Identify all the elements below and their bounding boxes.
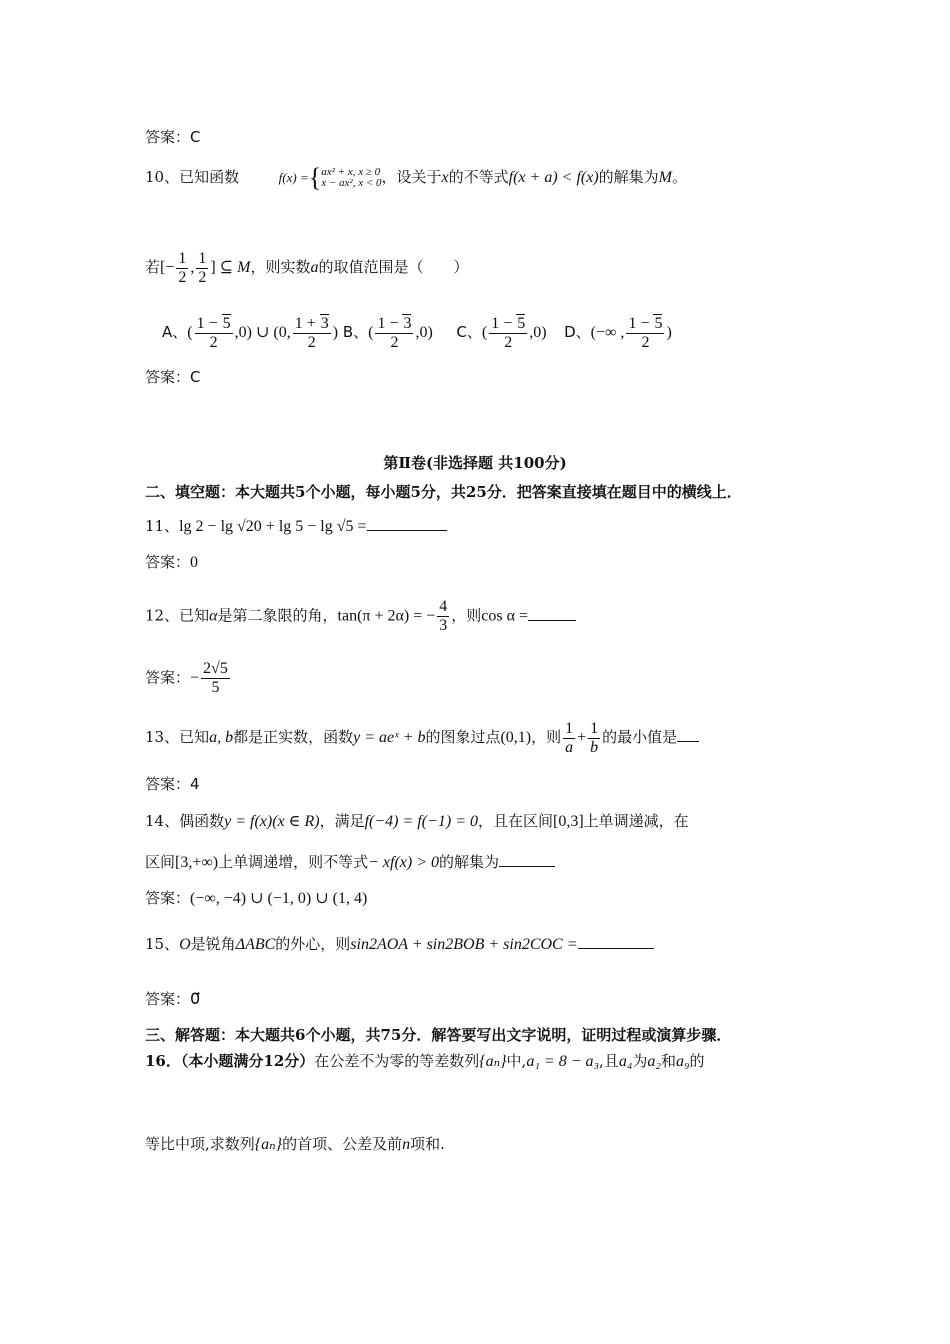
q13-line (145, 720, 699, 757)
q12-answer-line (145, 660, 232, 697)
q15-text1: 是锐角 (190, 935, 236, 953)
q11-line (145, 515, 447, 538)
option-a-label: A、 (162, 323, 188, 342)
q10-text5: 。 (672, 168, 688, 186)
q14-text6: 上单调递增，则不等式 (218, 853, 369, 871)
q16-line1 (145, 1050, 705, 1073)
answer-label: 答案： (145, 128, 191, 146)
option-d-label: D、 (564, 323, 591, 342)
q13-text1: 已知 (179, 728, 210, 747)
option-c-label: C、 (456, 323, 482, 342)
q10-var-x: x (441, 169, 449, 186)
q13-number: 13、 (145, 728, 180, 747)
option-a-value: ( $\frac{1 - 5}{2}$ ,0) ∪ (0, $\frac{1 + 3}{2}$ ) (187, 315, 339, 351)
q16-line2-3: 项和. (410, 1135, 445, 1153)
q13-answer-line (145, 773, 200, 795)
q13-answer: 4 (190, 775, 200, 793)
q10-text1: 已知函数 (179, 168, 240, 186)
section2-header: 二、填空题：本大题共5个小题，每小题5分，共25分．把答案直接填在题目中的横线上． (145, 483, 742, 501)
q13-text4: ，则 (531, 728, 562, 747)
q10-brace: { (308, 163, 322, 192)
q13-blank[interactable] (677, 727, 699, 742)
q12-line (145, 598, 576, 635)
q14-ineq: − xf(x) > 0 (368, 854, 440, 871)
q13-vars: a, b (209, 729, 234, 747)
q16-text6: 的 (689, 1052, 705, 1070)
q12-frac-num: 4 (439, 598, 448, 615)
q10-var-a: a (310, 259, 319, 277)
q16-cond: a₁ = 8 − a₃ (526, 1053, 600, 1070)
q10-piece2: x − ax², x < 0 (321, 177, 382, 189)
q9-answer-line (145, 126, 201, 148)
q14-text7: 的解集为 (439, 853, 500, 871)
q12-text2: 是第二象限的角， (217, 606, 338, 625)
q10-fx: f(x) = (278, 170, 309, 185)
q16-a2: a₂ (647, 1053, 661, 1070)
q10-line2-post: ，则实数 (250, 258, 311, 277)
option-b-value: ( $\frac{1 - 3}{2}$ ,0) (368, 315, 433, 351)
q14-line2 (145, 851, 555, 874)
q14-number: 14、 (145, 812, 180, 830)
q16-text5: 和 (660, 1052, 676, 1070)
q12-fraction (437, 598, 449, 635)
option-c-value: ( $\frac{1 - 5}{2}$ ,0) (481, 315, 547, 351)
q15-point: O (179, 936, 191, 953)
q16-line2-2: 的首项、公差及前 (282, 1135, 403, 1153)
part2-title: 第Ⅱ卷(非选择题 共100分) (383, 454, 567, 472)
q12-answer-prefix: − (190, 669, 200, 687)
q10-line2-pre: 若 (145, 258, 161, 277)
section3-header: 三、解答题：本大题共6个小题，共75分．解答要写出文字说明，证明过程或演算步骤． (145, 1026, 732, 1044)
q14-cond: f(−4) = f(−1) = 0 (364, 813, 478, 830)
q10-line1 (145, 163, 688, 192)
q12-target: cos α = (481, 607, 529, 625)
q10-line2 (145, 250, 468, 287)
q10-inequality: f(x + a) < f(x) (508, 169, 599, 186)
q12-text3: ，则 (451, 606, 482, 625)
answer-label: 答案： (145, 368, 191, 386)
q14-func: y = f(x)(x ∈ R) (224, 813, 320, 830)
q14-answer: (−∞, −4) ∪ (−1, 0) ∪ (1, 4) (190, 890, 368, 907)
q13-text3: 的图象过点 (425, 728, 501, 747)
q10-answer-line (145, 366, 201, 388)
q12-text1: 已知 (179, 606, 210, 625)
q11-blank[interactable] (367, 516, 447, 531)
q12-number: 12、 (145, 606, 180, 625)
answer-label: 答案： (145, 553, 191, 571)
q10-options (162, 315, 672, 352)
q15-text2: 的外心，则 (275, 935, 351, 953)
q15-number: 15、 (145, 935, 180, 953)
answer-label: 答案： (145, 775, 191, 793)
q14-text2: ，满足 (319, 812, 365, 830)
q10-text3: 的不等式 (448, 168, 509, 186)
q9-answer: C (190, 128, 201, 146)
q15-answer-line (145, 988, 200, 1011)
q11-answer: 0 (190, 554, 199, 571)
q15-blank[interactable] (578, 934, 654, 949)
q10-answer: C (190, 368, 201, 386)
q15-answer: 0⃗ (190, 991, 201, 1008)
q13-text2: 都是正实数，函数 (233, 728, 354, 747)
q11-expr: lg 2 − lg √20 + lg 5 − lg √5 = (179, 518, 367, 535)
q16-a4: a₄ (618, 1053, 633, 1070)
q11-answer-line (145, 551, 198, 574)
q12-answer-fraction (201, 660, 230, 697)
q14-text5: 区间 (145, 853, 176, 871)
answer-label: 答案： (145, 668, 191, 687)
q13-point: (0,1) (500, 729, 532, 747)
q10-line2-end: 的取值范围是（ ） (318, 258, 469, 277)
q14-blank[interactable] (499, 852, 555, 867)
q16-a9: a₉ (675, 1053, 690, 1070)
q12-frac-den: 3 (439, 617, 448, 634)
q13-text5: 的最小值是 (602, 728, 678, 747)
q15-line (145, 933, 654, 956)
q10-text2: ，设关于 (381, 168, 442, 186)
q15-triangle: ΔABC (235, 936, 276, 953)
q14-line1 (145, 810, 689, 833)
q16-text2: 中, (506, 1052, 527, 1070)
q16-text4: 为 (632, 1052, 648, 1070)
q10-piece1: ax² + x, x ≥ 0 (321, 166, 381, 178)
option-d-value: (−∞ , $\frac{1 - 5}{2}$ ) (590, 315, 672, 351)
q16-line2 (145, 1133, 445, 1156)
answer-label: 答案： (145, 889, 191, 907)
q14-text3: ，且在区间 (478, 812, 554, 830)
q12-expr: tan(π + 2α) = − (337, 607, 436, 625)
q12-answer-den: 5 (211, 679, 220, 696)
q10-text4: 的解集为 (598, 168, 659, 186)
option-b-label: B、 (342, 323, 369, 342)
q16-line2-1: 等比中项,求数列 (145, 1135, 255, 1153)
q14-interval2: [3,+∞) (175, 854, 219, 871)
q16-number: 16． (145, 1052, 181, 1070)
q16-seq: {aₙ} (479, 1053, 507, 1070)
q12-blank[interactable] (528, 606, 576, 621)
q16-text1: 在公差不为零的等差数列 (314, 1052, 480, 1070)
q14-interval1: [0,3] (553, 813, 584, 830)
q14-text4: 上单调递减，在 (583, 812, 689, 830)
q16-n: n (402, 1136, 411, 1153)
q10-set-M: M (658, 169, 672, 186)
q15-expr: sin2AOA + sin2BOB + sin2COC = (350, 936, 578, 953)
q10-interval: [− $\frac{1}{2}$ , $\frac{1}{2}$ ] ⊆ M (160, 250, 251, 286)
q14-answer-line (145, 887, 367, 910)
q11-number: 11、 (145, 517, 180, 535)
q16-seq2: {aₙ} (254, 1136, 283, 1153)
q12-answer-num: 2√5 (203, 660, 228, 677)
q13-func: y = aeˣ + b (353, 729, 426, 747)
q16-text3: ,且 (599, 1052, 619, 1070)
q10-number: 10、 (145, 168, 180, 186)
q12-alpha: α (209, 607, 218, 625)
q13-expr: $\frac{1}{a}$ + $\frac{1}{b}$ (565, 720, 599, 756)
answer-label: 答案： (145, 990, 191, 1008)
q16-score: （本小题满分12分） (180, 1052, 315, 1070)
q10-piecewise (321, 167, 381, 189)
q14-text1: 偶函数 (179, 812, 225, 830)
